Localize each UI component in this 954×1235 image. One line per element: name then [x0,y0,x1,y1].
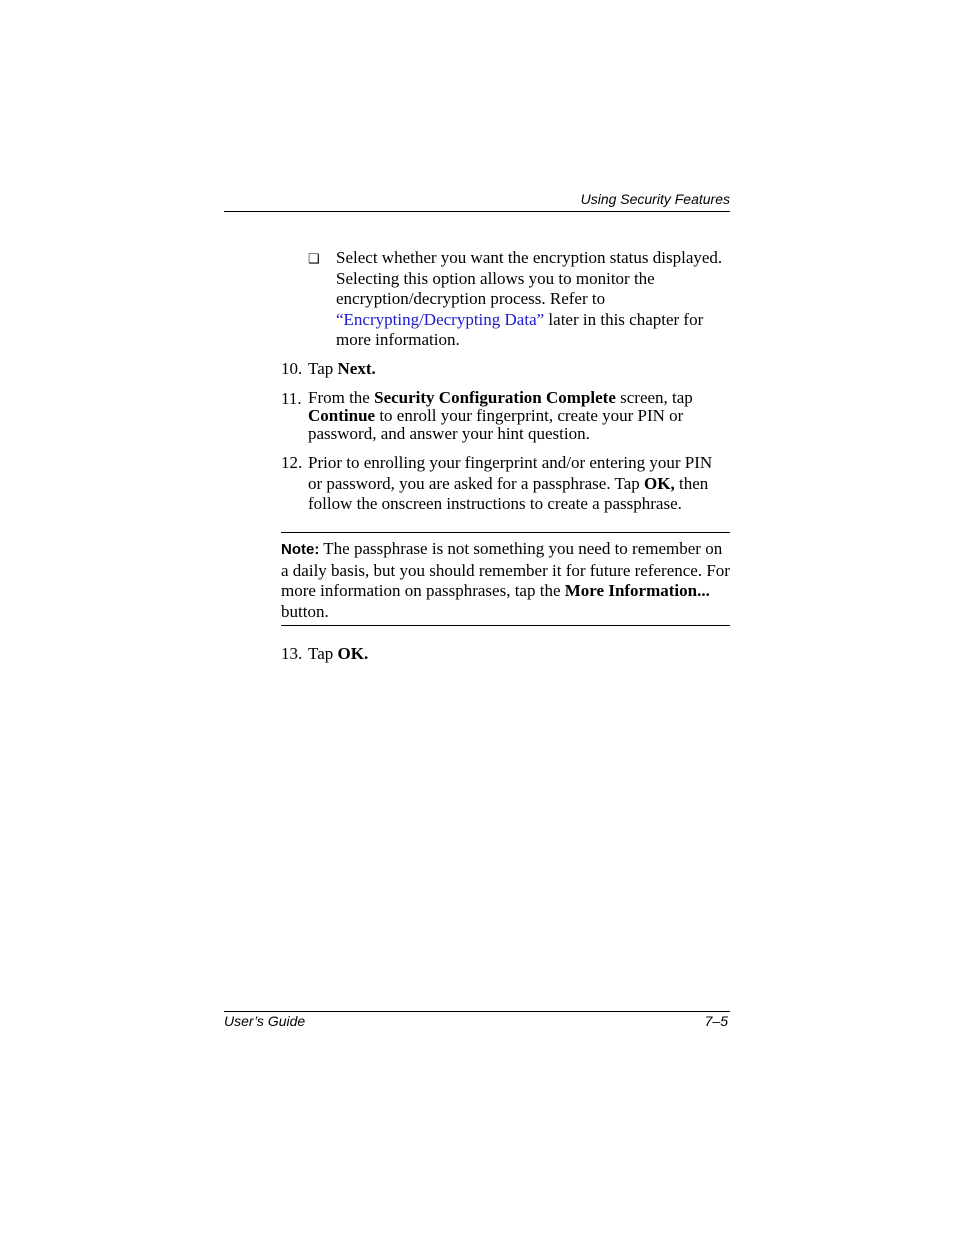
step-13-ok: OK. [337,644,369,663]
step-11-t2: screen, tap [615,388,693,407]
step-12-b1: OK, [644,473,675,493]
step-11-b2: Continue [308,406,376,425]
sub-bullet-paragraph [336,248,731,351]
note-more-information: More Information... [564,581,710,600]
step-13-text [308,644,728,665]
step-10-next: Next. [337,359,376,378]
step-10-t1: Tap [308,359,338,378]
step-10-text [308,359,728,380]
note-top-rule [281,532,730,533]
step-12-t1: Prior to enrolling your fingerprint and/or entering your PIN or password, you are asked for a passphrase. Tap [308,453,713,493]
header-rule [224,211,730,212]
step-12-number: 12. [281,453,303,472]
note-label: Note: [281,541,320,558]
note-t2: button. [281,601,329,621]
footer-guide-title: User’s Guide [224,1013,306,1029]
checkbox-bullet-icon: ❑ [308,251,320,266]
sub-bullet-text: Select whether you want the encryption status displayed. Selecting this option allows you to monitor the encryption/decryption process. Refer to [336,248,723,308]
note-t1: The passphrase is not something you need to remember on a daily basis, but you should remember it for future reference. For more information on passphrases, tap the [281,539,730,600]
note-bottom-rule [281,625,730,626]
step-12-text [308,453,728,515]
step-11-number: 11. [281,389,302,408]
step-11-t1: From the [308,388,375,407]
running-header: Using Security Features [580,191,730,207]
step-13-t1: Tap [308,644,338,663]
sub-bullet-text-after: later in this chapter for more information. [336,309,704,349]
step-11-b1: Security Configuration Complete [374,388,616,407]
footer-rule [224,1011,730,1012]
step-10-number: 10. [281,359,303,378]
page-number: 7–5 [704,1013,728,1029]
encrypting-decrypting-data-link[interactable]: “Encrypting/Decrypting Data” [336,309,545,329]
note-paragraph [281,539,733,622]
step-11-t3: to enroll your fingerprint, create your PIN or password, and answer your hint question. [308,406,684,443]
step-11-text [308,389,703,443]
step-13-number: 13. [281,644,303,663]
step-12-t2: then follow the onscreen instructions to create a passphrase. [308,473,709,513]
